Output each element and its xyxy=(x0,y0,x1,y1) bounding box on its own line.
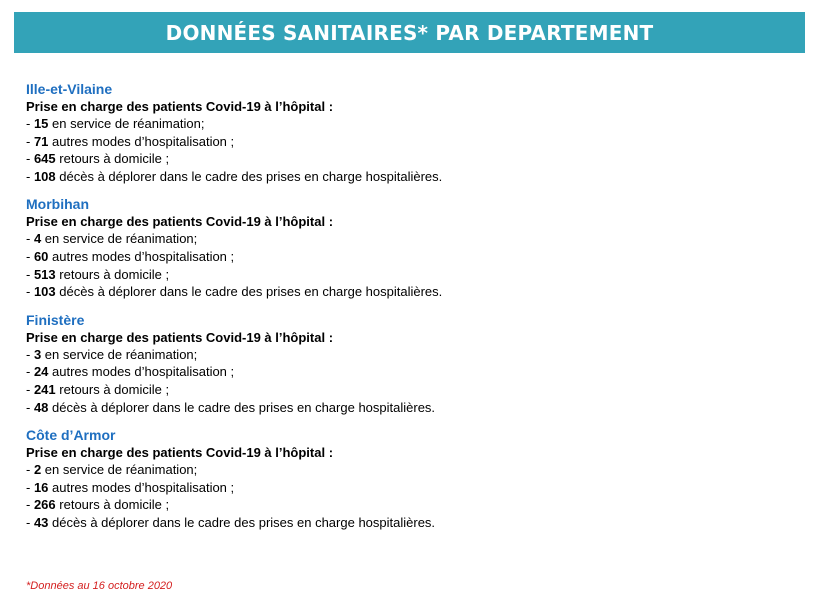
stat-reanimation xyxy=(26,461,786,479)
stat-value: 4 xyxy=(33,231,42,247)
stat-value: 43 xyxy=(33,514,49,530)
stat-value: 24 xyxy=(33,364,49,380)
stat-prefix: - xyxy=(26,151,34,167)
stat-text: autres modes d’hospitalisation ; xyxy=(48,133,235,149)
stat-text: en service de réanimation; xyxy=(41,231,198,247)
department-morbihan xyxy=(26,195,786,300)
department-subtitle: Prise en charge des patients Covid-19 à l’hôpital : xyxy=(26,445,334,461)
stat-reanimation xyxy=(26,230,786,248)
stat-prefix: - xyxy=(26,231,34,247)
stat-text: en service de réanimation; xyxy=(41,346,198,362)
stat-value: 513 xyxy=(33,266,56,282)
stat-deces xyxy=(26,283,786,301)
department-subtitle: Prise en charge des patients Covid-19 à l’hôpital : xyxy=(26,99,334,114)
stat-value: 48 xyxy=(33,399,49,415)
department-name: Côte d’Armor xyxy=(26,427,116,444)
stat-hospitalisation xyxy=(26,133,786,151)
department-subtitle: Prise en charge des patients Covid-19 à l’hôpital : xyxy=(26,214,334,230)
stat-value: 241 xyxy=(33,381,56,397)
stat-value: 103 xyxy=(33,284,56,300)
department-name: Ille-et-Vilaine xyxy=(26,81,113,97)
stat-prefix: - xyxy=(26,266,34,282)
stat-prefix: - xyxy=(26,116,34,131)
stat-text: en service de réanimation; xyxy=(41,462,198,478)
stat-text: décès à déplorer dans le cadre des prises en charge hospitalières. xyxy=(48,399,436,415)
stat-prefix: - xyxy=(26,497,34,513)
stat-retours xyxy=(26,381,786,399)
department-cote-darmor xyxy=(26,426,786,531)
department-subtitle: Prise en charge des patients Covid-19 à l’hôpital : xyxy=(26,329,334,345)
footnote: *Données au 16 octobre 2020 xyxy=(26,580,173,592)
stat-prefix: - xyxy=(26,346,34,362)
stat-retours xyxy=(26,496,786,514)
department-list xyxy=(26,80,786,542)
stat-deces xyxy=(26,168,786,186)
stat-prefix: - xyxy=(26,364,34,380)
stat-value: 60 xyxy=(33,248,49,264)
header-banner xyxy=(14,12,805,53)
stat-retours xyxy=(26,266,786,284)
stat-value: 71 xyxy=(33,133,49,149)
stat-hospitalisation xyxy=(26,363,786,381)
stat-value: 15 xyxy=(33,116,49,131)
department-ille-et-vilaine xyxy=(26,80,786,185)
department-name: Finistère xyxy=(26,311,85,328)
stat-prefix: - xyxy=(26,514,34,530)
stat-text: autres modes d’hospitalisation ; xyxy=(48,248,235,264)
stat-text: décès à déplorer dans le cadre des prises en charge hospitalières. xyxy=(48,514,436,530)
stat-value: 2 xyxy=(33,462,42,478)
stat-value: 3 xyxy=(33,346,42,362)
stat-deces xyxy=(26,514,786,532)
department-name: Morbihan xyxy=(26,196,89,213)
stat-value: 645 xyxy=(33,151,56,167)
stat-prefix: - xyxy=(26,284,34,300)
stat-text: retours à domicile ; xyxy=(55,266,170,282)
stat-prefix: - xyxy=(26,381,34,397)
stat-prefix: - xyxy=(26,133,34,149)
stat-prefix: - xyxy=(26,399,34,415)
stat-text: autres modes d’hospitalisation ; xyxy=(48,364,235,380)
stat-reanimation xyxy=(26,346,786,364)
stat-text: en service de réanimation; xyxy=(48,116,205,131)
stat-prefix: - xyxy=(26,479,34,495)
stat-deces xyxy=(26,399,786,417)
stat-value: 108 xyxy=(33,168,56,184)
stat-value: 266 xyxy=(33,497,56,513)
stat-hospitalisation xyxy=(26,479,786,497)
stat-text: autres modes d’hospitalisation ; xyxy=(48,479,235,495)
stat-prefix: - xyxy=(26,462,34,478)
stat-text: décès à déplorer dans le cadre des prises en charge hospitalières. xyxy=(55,284,443,300)
stat-prefix: - xyxy=(26,248,34,264)
stat-retours xyxy=(26,150,786,168)
stat-text: décès à déplorer dans le cadre des prises en charge hospitalières. xyxy=(55,168,443,184)
stat-text: retours à domicile ; xyxy=(55,381,170,397)
stat-prefix: - xyxy=(26,168,34,184)
stat-reanimation xyxy=(26,115,786,133)
stat-text: retours à domicile ; xyxy=(55,497,170,513)
stat-value: 16 xyxy=(33,479,49,495)
stat-text: retours à domicile ; xyxy=(55,151,170,167)
department-finistere xyxy=(26,311,786,416)
page-title: DONNÉES SANITAIRES* PAR DEPARTEMENT xyxy=(165,20,654,45)
stat-hospitalisation xyxy=(26,248,786,266)
